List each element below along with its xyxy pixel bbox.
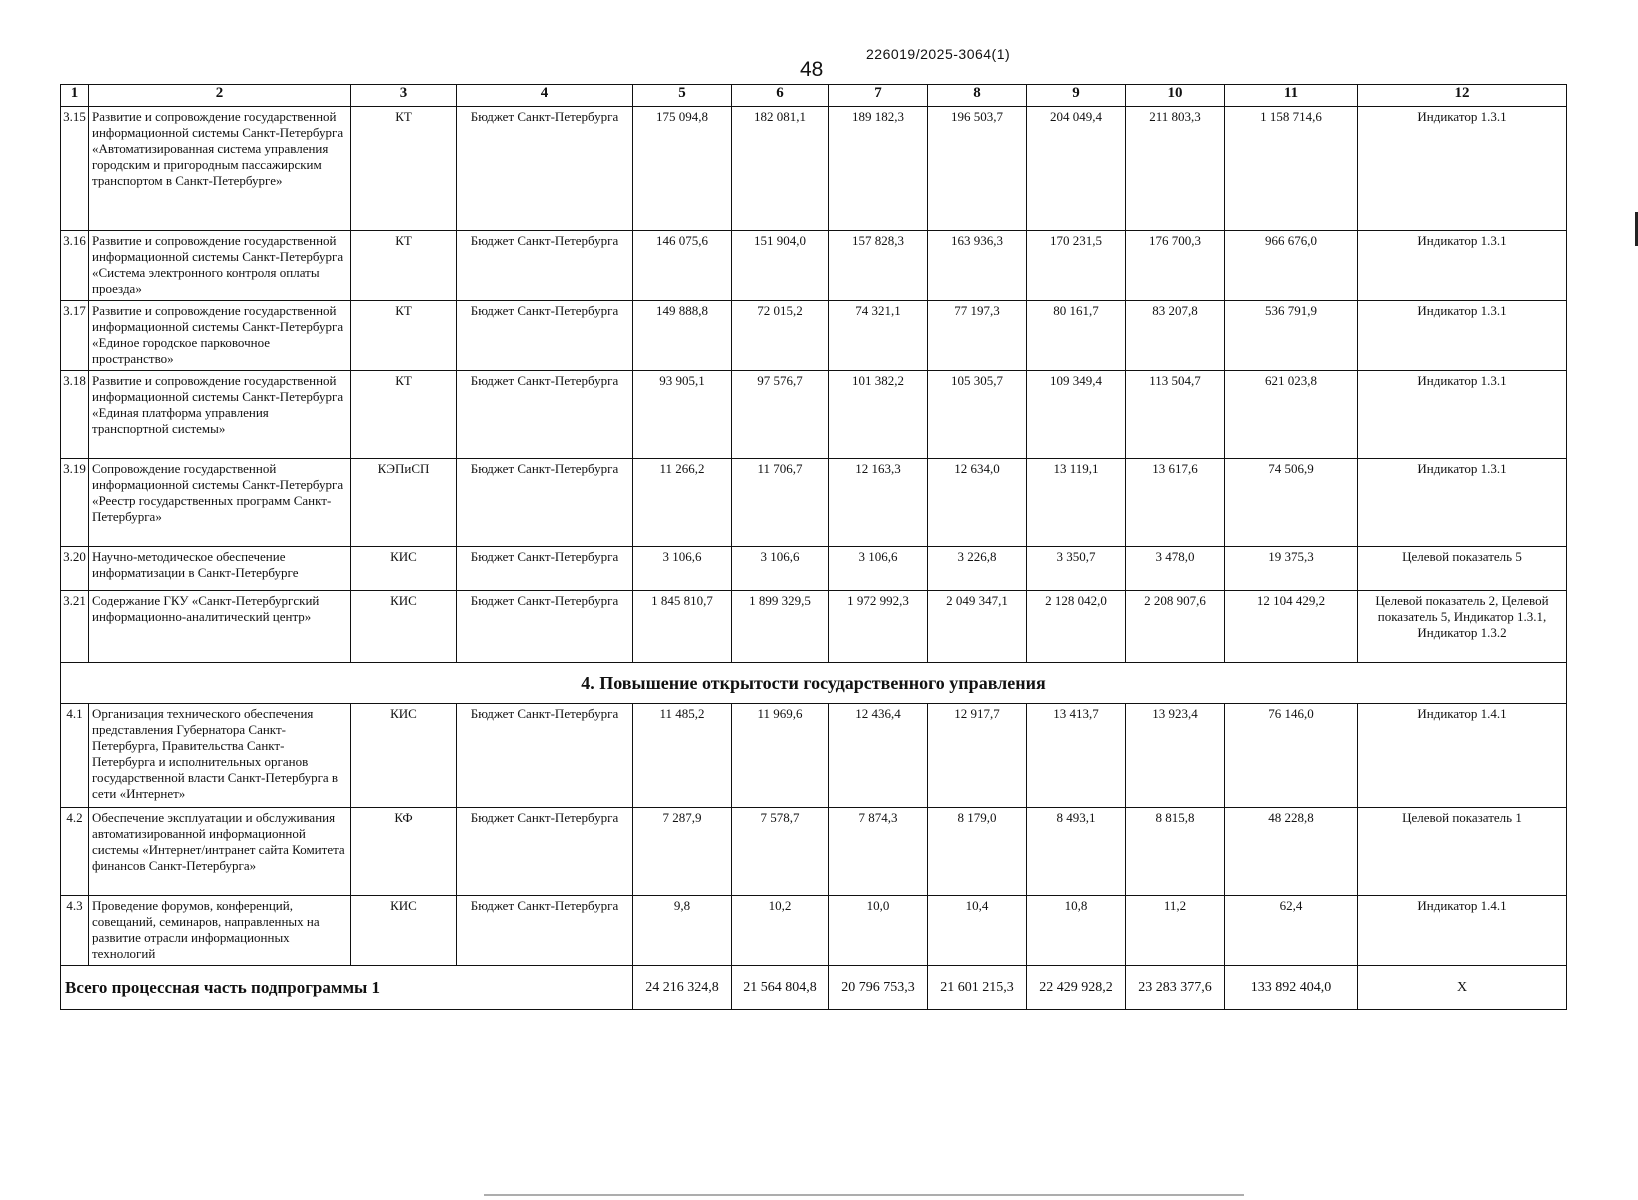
budget-table	[60, 84, 1567, 1010]
amount-col-8: 12 917,7	[928, 704, 1027, 808]
activity-name: Развитие и сопровождение государственной информационной системы Санкт-Петербурга «Система электронного контроля оплаты проезда»	[89, 231, 351, 301]
activity-name: Содержание ГКУ «Санкт-Петербургский информационно-аналитический центр»	[89, 591, 351, 663]
funding-source: Бюджет Санкт-Петербурга	[457, 107, 633, 231]
amount-col-9: 13 413,7	[1027, 704, 1126, 808]
activity-name: Проведение форумов, конференций, совещаний, семинаров, направленных на развитие отрасли информационных технологий	[89, 896, 351, 966]
total-row	[61, 966, 1567, 1010]
amount-col-9: 109 349,4	[1027, 371, 1126, 459]
column-header: 9	[1027, 85, 1126, 107]
amount-total: 1 158 714,6	[1225, 107, 1358, 231]
total-value: 21 601 215,3	[928, 966, 1027, 1010]
indicator: Индикатор 1.3.1	[1358, 231, 1567, 301]
row-number: 4.2	[61, 808, 89, 896]
amount-col-5: 7 287,9	[633, 808, 732, 896]
total-label: Всего процессная часть подпрограммы 1	[61, 966, 633, 1010]
amount-col-7: 157 828,3	[829, 231, 928, 301]
amount-col-6: 11 969,6	[732, 704, 829, 808]
amount-col-5: 11 485,2	[633, 704, 732, 808]
amount-col-9: 80 161,7	[1027, 301, 1126, 371]
amount-col-8: 3 226,8	[928, 547, 1027, 591]
amount-col-5: 1 845 810,7	[633, 591, 732, 663]
amount-col-7: 10,0	[829, 896, 928, 966]
table-row	[61, 459, 1567, 547]
row-number: 3.19	[61, 459, 89, 547]
amount-total: 621 023,8	[1225, 371, 1358, 459]
executor: КИС	[351, 591, 457, 663]
amount-total: 19 375,3	[1225, 547, 1358, 591]
amount-col-6: 151 904,0	[732, 231, 829, 301]
executor: КТ	[351, 231, 457, 301]
table-row	[61, 107, 1567, 231]
executor: КФ	[351, 808, 457, 896]
amount-col-7: 101 382,2	[829, 371, 928, 459]
total-indicator: X	[1358, 966, 1567, 1010]
amount-col-5: 3 106,6	[633, 547, 732, 591]
amount-col-7: 7 874,3	[829, 808, 928, 896]
amount-col-10: 211 803,3	[1126, 107, 1225, 231]
total-value: 20 796 753,3	[829, 966, 928, 1010]
funding-source: Бюджет Санкт-Петербурга	[457, 371, 633, 459]
section-title: 4. Повышение открытости государственного управления	[61, 663, 1567, 704]
table-row	[61, 808, 1567, 896]
row-number: 3.20	[61, 547, 89, 591]
row-number: 3.18	[61, 371, 89, 459]
amount-col-9: 204 049,4	[1027, 107, 1126, 231]
amount-col-5: 11 266,2	[633, 459, 732, 547]
activity-name: Организация технического обеспечения представления Губернатора Санкт-Петербурга, Правительства Санкт-Петербурга и исполнительных органов государственной власти Санкт-Петербурга в сети «Интернет»	[89, 704, 351, 808]
row-number: 3.15	[61, 107, 89, 231]
indicator: Индикатор 1.3.1	[1358, 459, 1567, 547]
amount-total: 62,4	[1225, 896, 1358, 966]
amount-col-6: 10,2	[732, 896, 829, 966]
activity-name: Научно-методическое обеспечение информатизации в Санкт-Петербурге	[89, 547, 351, 591]
amount-col-8: 163 936,3	[928, 231, 1027, 301]
table-row	[61, 591, 1567, 663]
amount-col-8: 2 049 347,1	[928, 591, 1027, 663]
activity-name: Развитие и сопровождение государственной информационной системы Санкт-Петербурга «Автоматизированная система управления городским и пригородным пассажирским транспортом в Санкт-Петербурге»	[89, 107, 351, 231]
amount-col-6: 11 706,7	[732, 459, 829, 547]
total-value: 22 429 928,2	[1027, 966, 1126, 1010]
amount-col-8: 105 305,7	[928, 371, 1027, 459]
column-header: 7	[829, 85, 928, 107]
amount-col-9: 3 350,7	[1027, 547, 1126, 591]
amount-col-7: 189 182,3	[829, 107, 928, 231]
column-header: 6	[732, 85, 829, 107]
column-header: 2	[89, 85, 351, 107]
table-row	[61, 301, 1567, 371]
amount-col-10: 8 815,8	[1126, 808, 1225, 896]
indicator: Индикатор 1.3.1	[1358, 371, 1567, 459]
scan-artifact-line	[484, 1194, 1244, 1196]
amount-col-6: 7 578,7	[732, 808, 829, 896]
amount-total: 536 791,9	[1225, 301, 1358, 371]
amount-col-8: 8 179,0	[928, 808, 1027, 896]
activity-name: Обеспечение эксплуатации и обслуживания автоматизированной информационной системы «Интернет/интранет сайта Комитета финансов Санкт-Петербурга»	[89, 808, 351, 896]
amount-total: 76 146,0	[1225, 704, 1358, 808]
table-row	[61, 547, 1567, 591]
column-header: 10	[1126, 85, 1225, 107]
column-header: 5	[633, 85, 732, 107]
amount-col-6: 1 899 329,5	[732, 591, 829, 663]
amount-col-10: 2 208 907,6	[1126, 591, 1225, 663]
amount-col-5: 175 094,8	[633, 107, 732, 231]
page-number: 48	[800, 58, 824, 81]
row-number: 4.1	[61, 704, 89, 808]
indicator: Индикатор 1.3.1	[1358, 107, 1567, 231]
amount-col-9: 2 128 042,0	[1027, 591, 1126, 663]
column-header: 4	[457, 85, 633, 107]
total-value: 24 216 324,8	[633, 966, 732, 1010]
amount-col-8: 10,4	[928, 896, 1027, 966]
amount-col-7: 74 321,1	[829, 301, 928, 371]
amount-col-5: 93 905,1	[633, 371, 732, 459]
amount-col-9: 13 119,1	[1027, 459, 1126, 547]
amount-col-6: 182 081,1	[732, 107, 829, 231]
amount-total: 74 506,9	[1225, 459, 1358, 547]
indicator: Индикатор 1.4.1	[1358, 704, 1567, 808]
executor: КТ	[351, 371, 457, 459]
amount-col-9: 8 493,1	[1027, 808, 1126, 896]
amount-col-10: 13 923,4	[1126, 704, 1225, 808]
amount-col-5: 149 888,8	[633, 301, 732, 371]
funding-source: Бюджет Санкт-Петербурга	[457, 301, 633, 371]
amount-col-6: 72 015,2	[732, 301, 829, 371]
indicator: Целевой показатель 5	[1358, 547, 1567, 591]
column-header: 3	[351, 85, 457, 107]
row-number: 4.3	[61, 896, 89, 966]
indicator: Целевой показатель 2, Целевой показатель 5, Индикатор 1.3.1, Индикатор 1.3.2	[1358, 591, 1567, 663]
executor: КТ	[351, 107, 457, 231]
amount-col-8: 77 197,3	[928, 301, 1027, 371]
row-number: 3.21	[61, 591, 89, 663]
indicator: Целевой показатель 1	[1358, 808, 1567, 896]
funding-source: Бюджет Санкт-Петербурга	[457, 591, 633, 663]
amount-col-10: 13 617,6	[1126, 459, 1225, 547]
activity-name: Развитие и сопровождение государственной информационной системы Санкт-Петербурга «Единое городское парковочное пространство»	[89, 301, 351, 371]
amount-total: 12 104 429,2	[1225, 591, 1358, 663]
funding-source: Бюджет Санкт-Петербурга	[457, 231, 633, 301]
amount-col-6: 3 106,6	[732, 547, 829, 591]
amount-col-5: 146 075,6	[633, 231, 732, 301]
executor: КИС	[351, 704, 457, 808]
column-header: 8	[928, 85, 1027, 107]
amount-col-8: 196 503,7	[928, 107, 1027, 231]
total-value: 23 283 377,6	[1126, 966, 1225, 1010]
column-number-row	[61, 85, 1567, 107]
amount-col-10: 83 207,8	[1126, 301, 1225, 371]
amount-col-5: 9,8	[633, 896, 732, 966]
table-row	[61, 371, 1567, 459]
column-header: 11	[1225, 85, 1358, 107]
table-body-part-b	[61, 704, 1567, 966]
amount-col-7: 3 106,6	[829, 547, 928, 591]
amount-col-6: 97 576,7	[732, 371, 829, 459]
funding-source: Бюджет Санкт-Петербурга	[457, 896, 633, 966]
amount-col-10: 113 504,7	[1126, 371, 1225, 459]
funding-source: Бюджет Санкт-Петербурга	[457, 459, 633, 547]
amount-col-7: 1 972 992,3	[829, 591, 928, 663]
amount-total: 48 228,8	[1225, 808, 1358, 896]
column-header: 1	[61, 85, 89, 107]
executor: КИС	[351, 896, 457, 966]
row-number: 3.17	[61, 301, 89, 371]
column-header: 12	[1358, 85, 1567, 107]
amount-col-10: 176 700,3	[1126, 231, 1225, 301]
amount-col-9: 170 231,5	[1027, 231, 1126, 301]
total-section	[61, 966, 1567, 1010]
amount-col-7: 12 163,3	[829, 459, 928, 547]
executor: КТ	[351, 301, 457, 371]
amount-total: 966 676,0	[1225, 231, 1358, 301]
executor: КЭПиСП	[351, 459, 457, 547]
activity-name: Сопровождение государственной информационной системы Санкт-Петербурга «Реестр государственных программ Санкт-Петербурга»	[89, 459, 351, 547]
amount-col-8: 12 634,0	[928, 459, 1027, 547]
amount-col-7: 12 436,4	[829, 704, 928, 808]
document-registration-code: 226019/2025-3064(1)	[866, 46, 1011, 62]
row-number: 3.16	[61, 231, 89, 301]
amount-col-9: 10,8	[1027, 896, 1126, 966]
table-row	[61, 231, 1567, 301]
total-value: 133 892 404,0	[1225, 966, 1358, 1010]
funding-source: Бюджет Санкт-Петербурга	[457, 704, 633, 808]
amount-col-10: 11,2	[1126, 896, 1225, 966]
table-body-part-a	[61, 107, 1567, 663]
funding-source: Бюджет Санкт-Петербурга	[457, 547, 633, 591]
indicator: Индикатор 1.4.1	[1358, 896, 1567, 966]
indicator: Индикатор 1.3.1	[1358, 301, 1567, 371]
section-header	[61, 663, 1567, 704]
funding-source: Бюджет Санкт-Петербурга	[457, 808, 633, 896]
table-row	[61, 896, 1567, 966]
executor: КИС	[351, 547, 457, 591]
total-value: 21 564 804,8	[732, 966, 829, 1010]
amount-col-10: 3 478,0	[1126, 547, 1225, 591]
table-row	[61, 704, 1567, 808]
activity-name: Развитие и сопровождение государственной информационной системы Санкт-Петербурга «Единая платформа управления транспортной системы»	[89, 371, 351, 459]
